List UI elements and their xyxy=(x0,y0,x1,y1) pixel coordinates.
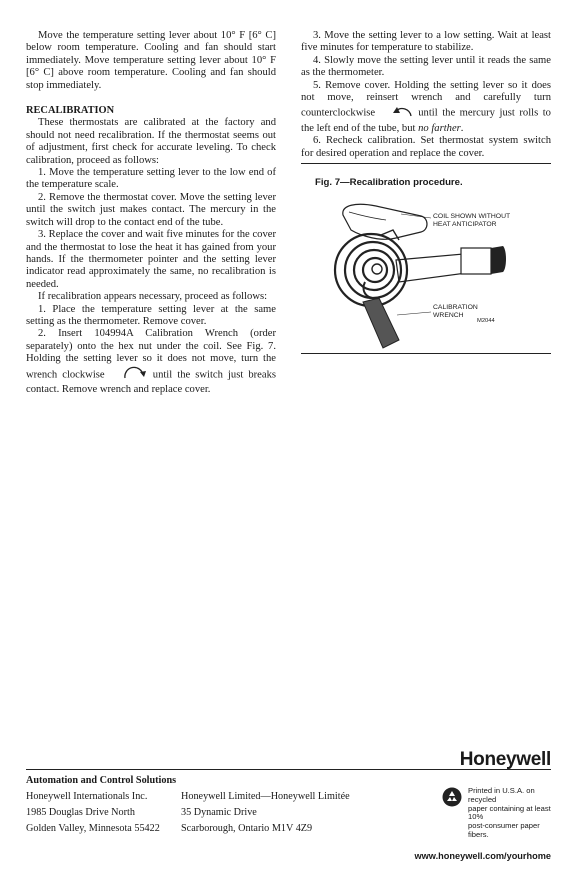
footer-rule xyxy=(26,769,551,770)
recycle-line: post-consumer paper fibers. xyxy=(468,821,540,839)
counterclockwise-arrow-icon xyxy=(380,104,414,122)
wrench-label xyxy=(433,304,478,320)
paragraph: If recalibration appears necessary, proceed as follows: xyxy=(38,291,268,303)
paragraph: 6. Recheck calibration. Set thermostat system switch for desired operation and replace the cover. xyxy=(301,135,551,159)
figure-bottom-rule xyxy=(301,353,551,354)
address-line: 1985 Douglas Drive North xyxy=(26,807,135,818)
paragraph xyxy=(26,328,276,396)
figure-top-rule xyxy=(301,163,551,164)
address-line: Honeywell Internationals Inc. xyxy=(26,791,148,802)
section-heading: RECALIBRATION xyxy=(26,105,115,117)
recycle-icon xyxy=(442,787,462,807)
paragraph-text: until the mercury just rolls to the left end of the tube, but xyxy=(301,108,551,134)
paragraph xyxy=(301,80,551,136)
address-line: Scarborough, Ontario M1V 4Z9 xyxy=(181,823,313,834)
paragraph-text: . xyxy=(460,122,464,134)
thermostat-coil-illustration xyxy=(301,190,551,350)
right-column xyxy=(301,30,551,160)
paragraph: 1. Place the temperature setting lever at the same setting as the thermometer. Remove cover. xyxy=(26,303,276,327)
footer-title: Automation and Control Solutions xyxy=(26,775,177,786)
figure-caption: Fig. 7—Recalibration procedure. xyxy=(315,177,463,188)
coil-label xyxy=(433,213,510,229)
address-canada xyxy=(181,789,350,837)
address-line: Golden Valley, Minnesota 55422 xyxy=(26,823,160,834)
figure-code: M2044 xyxy=(477,318,495,324)
address-line: 35 Dynamic Drive xyxy=(181,807,257,818)
coil-label-line: COIL SHOWN WITHOUT xyxy=(433,213,511,220)
paragraph: Move the temperature setting lever about 10° F [6° C] below room temperature. Cooling and fan should start immediately. Move temperature setting lever about 10° F [6° C] above room temperature. Cooling and fan should stop immediately. xyxy=(26,30,276,91)
recycle-line: Printed in U.S.A. on recycled xyxy=(468,786,535,804)
paragraph: 3. Replace the cover and wait five minutes for the cover and the thermostat to lose the heat it has gained from your hands. If the thermometer pointer and the setting lever indicator read approximately the same, no recalibration is needed. xyxy=(26,229,276,290)
paragraph: 2. Remove the thermostat cover. Move the setting lever until the switch just makes contact. The mercury in the switch will drop to the contact end of the tube. xyxy=(26,191,276,228)
emphasis-text: no farther xyxy=(418,122,461,134)
paragraph-text: until the switch just breaks contact. Remove wrench and replace cover. xyxy=(26,369,277,395)
paragraph: These thermostats are calibrated at the factory and should not need recalibration. If the thermostat seems out of adjustment, first check for accurate leveling. To check calibration, proceed as follows: xyxy=(26,117,276,166)
recycle-line: paper containing at least 10% xyxy=(468,803,551,822)
left-column xyxy=(26,30,276,396)
recalibration-figure xyxy=(301,190,551,350)
clockwise-arrow-icon xyxy=(110,366,148,384)
wrench-label-line: CALIBRATION xyxy=(433,304,478,311)
paragraph: 3. Move the setting lever to a low setting. Wait at least five minutes for temperature to stabilize. xyxy=(301,30,551,54)
paragraph: 1. Move the temperature setting lever to the low end of the temperature scale. xyxy=(26,167,276,191)
address-line: Honeywell Limited—Honeywell Limitée xyxy=(181,791,350,802)
coil-label-line: HEAT ANTICIPATOR xyxy=(433,221,497,228)
website-url: www.honeywell.com/yourhome xyxy=(414,851,551,861)
paragraph-text: 2. Insert 104994A Calibration Wrench (order separately) onto the hex nut under the coil. See Fig. 7. Holding the setting lever so it does not move, turn the wrench clockwise xyxy=(26,328,276,381)
paragraph: 4. Slowly move the setting lever until it reads the same as the thermometer. xyxy=(301,54,551,79)
address-us xyxy=(26,789,160,837)
wrench-label-line: WRENCH xyxy=(433,312,464,319)
paragraph-text: 5. Remove cover. Holding the setting lever so it does not move, reinsert wrench and carefully turn counterclockwise xyxy=(301,79,551,120)
recycle-notice xyxy=(468,787,558,840)
honeywell-logo: Honeywell xyxy=(459,749,551,770)
